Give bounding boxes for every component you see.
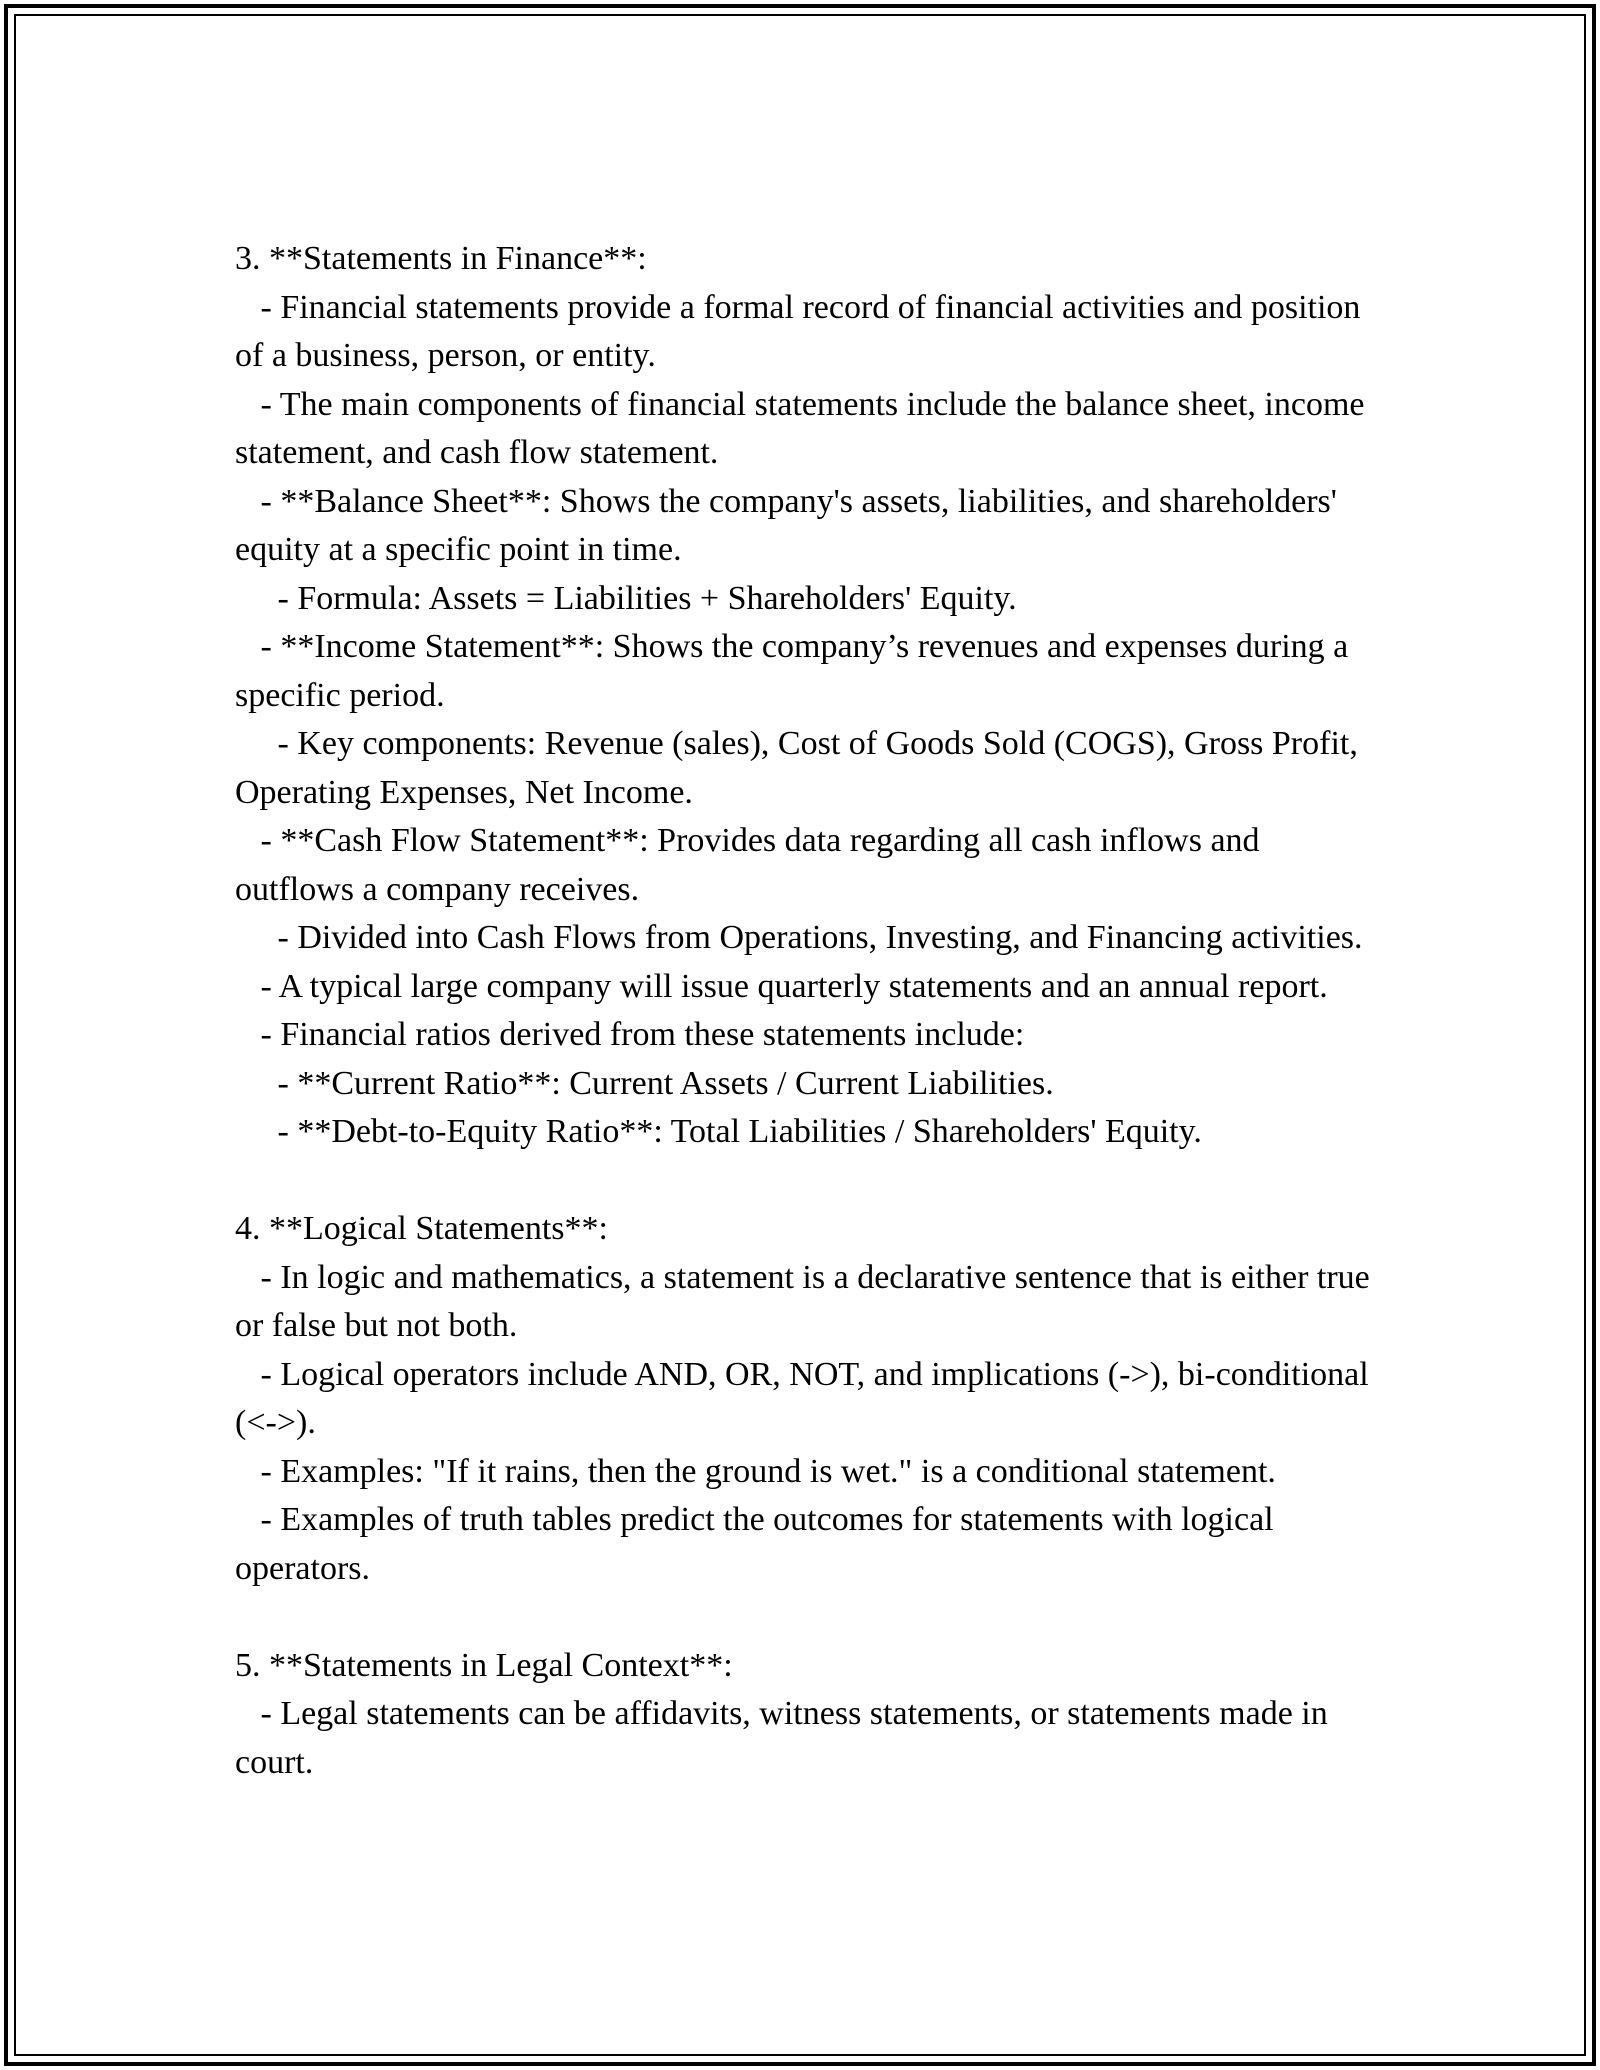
section-heading: 4. **Logical Statements**: xyxy=(235,1210,608,1247)
list-item: - Divided into Cash Flows from Operations, Investing, and Financing activities. xyxy=(235,919,1363,956)
section-heading: 5. **Statements in Legal Context**: xyxy=(235,1646,733,1684)
list-item: - Key components: Revenue (sales), Cost of Goods Sold (COGS), Gross Profit, Operating Expenses, Net Income. xyxy=(235,725,1367,811)
list-item: - Examples of truth tables predict the outcomes for statements with logical operators. xyxy=(235,1501,1283,1587)
list-item: - Financial ratios derived from these statements include: xyxy=(235,1016,1025,1053)
list-item: - A typical large company will issue quarterly statements and an annual report. xyxy=(235,967,1328,1005)
list-item: - **Cash Flow Statement**: Provides data regarding all cash inflows and outflows a company receives. xyxy=(235,822,1269,908)
blank-line xyxy=(235,1593,1385,1642)
blank-line xyxy=(235,1157,1385,1206)
list-item: - Logical operators include AND, OR, NOT, and implications (->), bi-conditional (<->). xyxy=(235,1355,1378,1441)
document-body xyxy=(235,235,1385,1787)
list-item: - **Income Statement**: Shows the company’s revenues and expenses during a specific period. xyxy=(235,628,1357,714)
list-item: - The main components of financial statements include the balance sheet, income statement, and cash flow statement. xyxy=(235,385,1373,471)
section-logical xyxy=(235,1205,1385,1593)
list-item: - Formula: Assets = Liabilities + Shareholders' Equity. xyxy=(235,579,1017,617)
section-legal xyxy=(235,1642,1385,1788)
section-heading: 3. **Statements in Finance**: xyxy=(235,240,647,277)
section-finance xyxy=(235,235,1385,1157)
list-item: - **Balance Sheet**: Shows the company's assets, liabilities, and shareholders' equity at a specific point in time. xyxy=(235,482,1346,568)
list-item: - Examples: "If it rains, then the ground is wet." is a conditional statement. xyxy=(235,1452,1276,1490)
list-item: - Financial statements provide a formal record of financial activities and position of a business, person, or entity. xyxy=(235,288,1369,374)
list-item: - Legal statements can be affidavits, witness statements, or statements made in court. xyxy=(235,1695,1337,1781)
list-item: - In logic and mathematics, a statement is a declarative sentence that is either true or false but not both. xyxy=(235,1258,1379,1344)
list-item: - **Current Ratio**: Current Assets / Current Liabilities. xyxy=(235,1064,1054,1102)
list-item: - **Debt-to-Equity Ratio**: Total Liabilities / Shareholders' Equity. xyxy=(235,1113,1202,1150)
